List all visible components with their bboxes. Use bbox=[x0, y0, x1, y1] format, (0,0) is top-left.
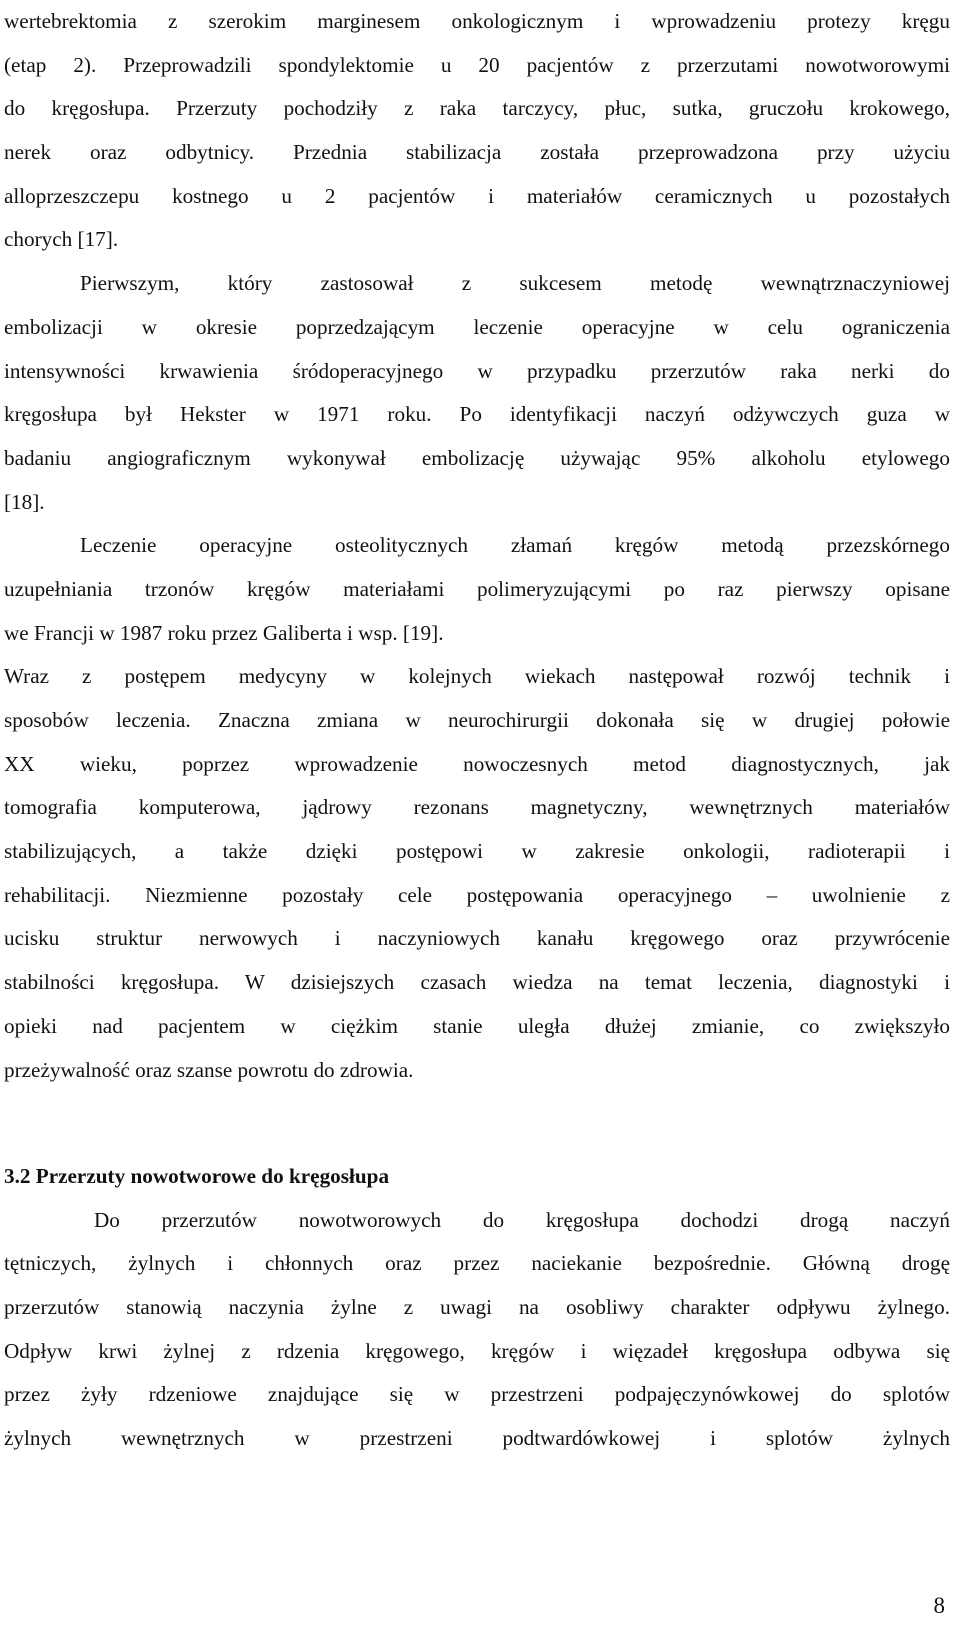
paragraph-first-line: Pierwszym, który zastosował z sukcesem metodę wewnątrznaczyniowej bbox=[80, 271, 950, 296]
text-line: rehabilitacji. Niezmienne pozostały cele postępowania operacyjnego – uwolnienie z bbox=[4, 882, 950, 907]
text-line: intensywności krwawienia śródoperacyjnego w przypadku przerzutów raka nerki do bbox=[4, 358, 950, 383]
text-line: chorych [17]. bbox=[4, 227, 119, 252]
text-line: przerzutów stanowią naczynia żylne z uwagi na osobliwy charakter odpływu żylnego. bbox=[4, 1295, 950, 1320]
text-line: stabilności kręgosłupa. W dzisiejszych czasach wiedza na temat leczenia, diagnostyki i bbox=[4, 970, 950, 995]
text-line: do kręgosłupa. Przerzuty pochodziły z raka tarczycy, płuc, sutka, gruczołu krokowego, bbox=[4, 96, 950, 121]
text-line: we Francji w 1987 roku przez Galiberta i wsp. [19]. bbox=[4, 620, 444, 645]
text-line: przeżywalność oraz szanse powrotu do zdrowia. bbox=[4, 1057, 414, 1082]
text-line: Wraz z postępem medycyny w kolejnych wiekach następował rozwój technik i bbox=[4, 664, 950, 689]
text-line: nerek oraz odbytnicy. Przednia stabilizacja została przeprowadzona przy użyciu bbox=[4, 140, 950, 165]
text-line: tomografia komputerowa, jądrowy rezonans magnetyczny, wewnętrznych materiałów bbox=[4, 795, 950, 820]
text-line: sposobów leczenia. Znaczna zmiana w neurochirurgii dokonała się w drugiej połowie bbox=[4, 708, 950, 732]
text-line: stabilizujących, a także dzięki postępowi w zakresie onkologii, radioterapii i bbox=[4, 839, 950, 864]
paragraph-first-line: Do przerzutów nowotworowych do kręgosłupa dochodzi drogą naczyń bbox=[94, 1207, 950, 1232]
text-line: wertebrektomia z szerokim marginesem onkologicznym i wprowadzeniu protezy kręgu bbox=[4, 9, 950, 33]
text-line: uzupełniania trzonów kręgów materiałami polimeryzującymi po raz pierwszy opisane bbox=[4, 576, 950, 601]
text-line: alloprzeszczepu kostnego u 2 pacjentów i materiałów ceramicznych u pozostałych bbox=[4, 183, 950, 208]
text-line: opieki nad pacjentem w ciężkim stanie uległa dłużej zmianie, co zwiększyło bbox=[4, 1013, 950, 1038]
text-line: XX wieku, poprzez wprowadzenie nowoczesnych metod diagnostycznych, jak bbox=[4, 751, 950, 776]
text-line: tętniczych, żylnych i chłonnych oraz przez naciekanie bezpośrednie. Główną drogę bbox=[4, 1251, 950, 1276]
text-line: Odpływ krwi żylnej z rdzenia kręgowego, kręgów i więzadeł kręgosłupa odbywa się bbox=[4, 1338, 950, 1363]
page-number: 8 bbox=[933, 1593, 945, 1618]
section-heading: 3.2 Przerzuty nowotworowe do kręgosłupa bbox=[4, 1164, 390, 1188]
text-line: [18]. bbox=[4, 489, 45, 514]
text-line: żylnych wewnętrznych w przestrzeni podtwardówkowej i splotów żylnych bbox=[4, 1426, 950, 1451]
text-line: embolizacji w okresie poprzedzającym leczenie operacyjne w celu ograniczenia bbox=[4, 314, 950, 339]
text-line: (etap 2). Przeprowadzili spondylektomie u 20 pacjentów z przerzutami nowotworowymi bbox=[4, 52, 950, 77]
text-line: ucisku struktur nerwowych i naczyniowych kanału kręgowego oraz przywrócenie bbox=[4, 926, 950, 951]
text-line: przez żyły rdzeniowe znajdujące się w przestrzeni podpajęczynówkowej do splotów bbox=[4, 1382, 950, 1407]
section-3-2 bbox=[4, 1155, 950, 1461]
paragraph-first-line: Leczenie operacyjne osteolitycznych złamań kręgów metodą przezskórnego bbox=[80, 533, 950, 558]
body-text-upper bbox=[4, 0, 950, 1092]
text-line: kręgosłupa był Hekster w 1971 roku. Po identyfikacji naczyń odżywczych guza w bbox=[4, 402, 950, 427]
text-line: badaniu angiograficznym wykonywał embolizację używając 95% alkoholu etylowego bbox=[4, 445, 950, 470]
